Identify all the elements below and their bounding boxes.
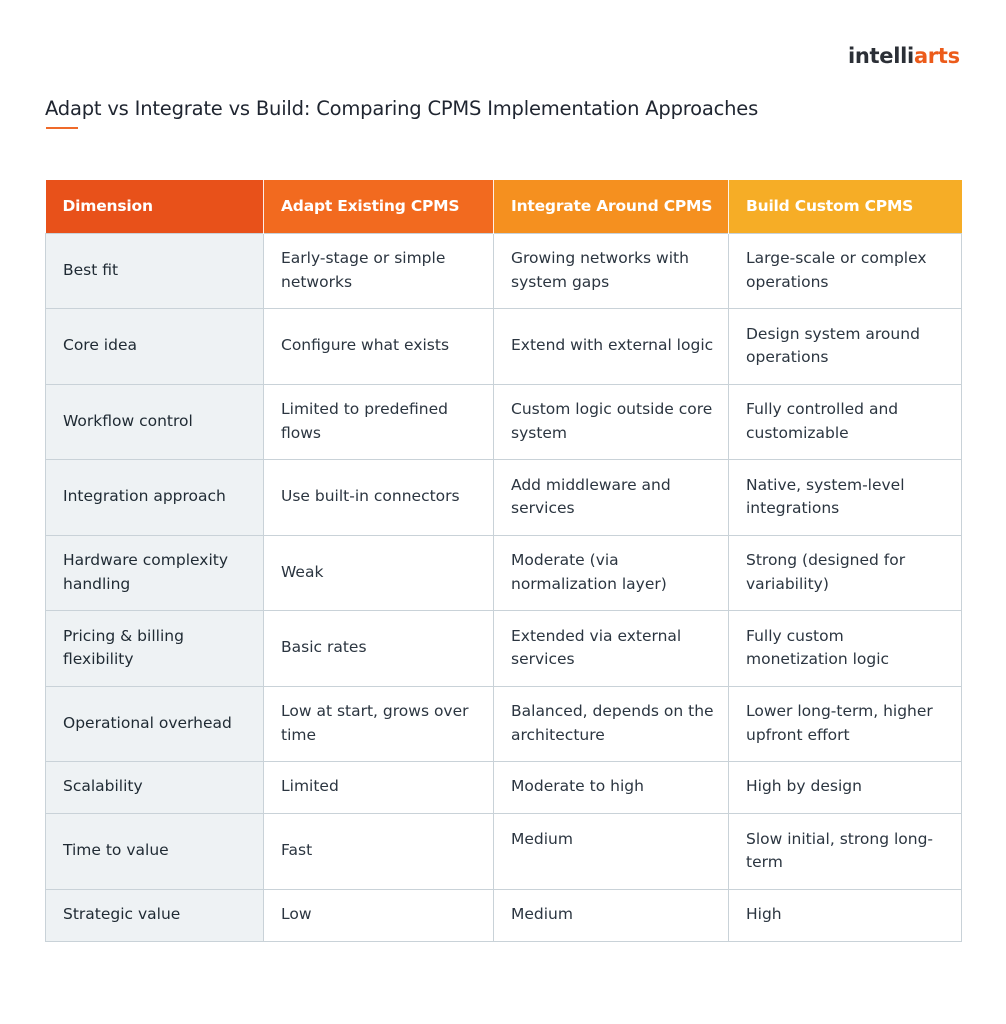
cell-build: Large-scale or complex operations — [729, 233, 962, 308]
cell-integrate: Growing networks with system gaps — [494, 233, 729, 308]
cell-build: Native, system-level integrations — [729, 459, 962, 535]
cell-integrate: Medium — [494, 813, 729, 889]
row-dimension: Operational overhead — [46, 686, 264, 761]
intelliarts-logo — [848, 42, 960, 70]
row-dimension: Pricing & billing flexibility — [46, 610, 264, 686]
header-dimension: Dimension — [46, 180, 264, 233]
cell-adapt: Limited to predefined flows — [264, 384, 494, 459]
cell-build: Slow initial, strong long-term — [729, 813, 962, 889]
logo-text-arts: arts — [913, 44, 960, 68]
table-row — [46, 459, 962, 535]
title-accent-underline — [46, 127, 78, 129]
cell-adapt: Use built-in connectors — [264, 459, 494, 535]
cell-build: High — [729, 889, 962, 941]
table-row — [46, 308, 962, 384]
cell-integrate: Medium — [494, 889, 729, 941]
header-integrate: Integrate Around CPMS — [494, 180, 729, 233]
cell-build: Strong (designed for variability) — [729, 535, 962, 610]
cell-adapt: Basic rates — [264, 610, 494, 686]
cell-integrate: Moderate to high — [494, 761, 729, 813]
cell-integrate: Custom logic outside core system — [494, 384, 729, 459]
cell-integrate: Extended via external services — [494, 610, 729, 686]
row-dimension: Hardware complexity handling — [46, 535, 264, 610]
cell-adapt: Early-stage or simple networks — [264, 233, 494, 308]
table-row — [46, 535, 962, 610]
page-title: Adapt vs Integrate vs Build: Comparing CPMS Implementation Approaches — [45, 97, 759, 120]
table-row — [46, 610, 962, 686]
cell-adapt: Low — [264, 889, 494, 941]
header-adapt: Adapt Existing CPMS — [264, 180, 494, 233]
table-row — [46, 889, 962, 941]
logo-text-intelli: intelli — [848, 44, 914, 68]
table-header-row — [46, 180, 962, 233]
table-row — [46, 813, 962, 889]
cell-adapt: Low at start, grows over time — [264, 686, 494, 761]
cell-integrate: Add middleware and services — [494, 459, 729, 535]
cell-build: High by design — [729, 761, 962, 813]
cell-adapt: Weak — [264, 535, 494, 610]
cell-integrate: Moderate (via normalization layer) — [494, 535, 729, 610]
table-row — [46, 233, 962, 308]
row-dimension: Integration approach — [46, 459, 264, 535]
cell-integrate: Extend with external logic — [494, 308, 729, 384]
row-dimension: Best fit — [46, 233, 264, 308]
cell-adapt: Configure what exists — [264, 308, 494, 384]
cell-build: Design system around operations — [729, 308, 962, 384]
row-dimension: Core idea — [46, 308, 264, 384]
table-row — [46, 761, 962, 813]
cell-build: Fully custom monetization logic — [729, 610, 962, 686]
row-dimension: Time to value — [46, 813, 264, 889]
cell-adapt: Limited — [264, 761, 494, 813]
table-row — [46, 384, 962, 459]
header-build: Build Custom CPMS — [729, 180, 962, 233]
comparison-table — [45, 180, 962, 942]
table-row — [46, 686, 962, 761]
row-dimension: Scalability — [46, 761, 264, 813]
cell-adapt: Fast — [264, 813, 494, 889]
cell-integrate: Balanced, depends on the architecture — [494, 686, 729, 761]
cell-build: Lower long-term, higher upfront effort — [729, 686, 962, 761]
row-dimension: Strategic value — [46, 889, 264, 941]
cell-build: Fully controlled and customizable — [729, 384, 962, 459]
row-dimension: Workflow control — [46, 384, 264, 459]
